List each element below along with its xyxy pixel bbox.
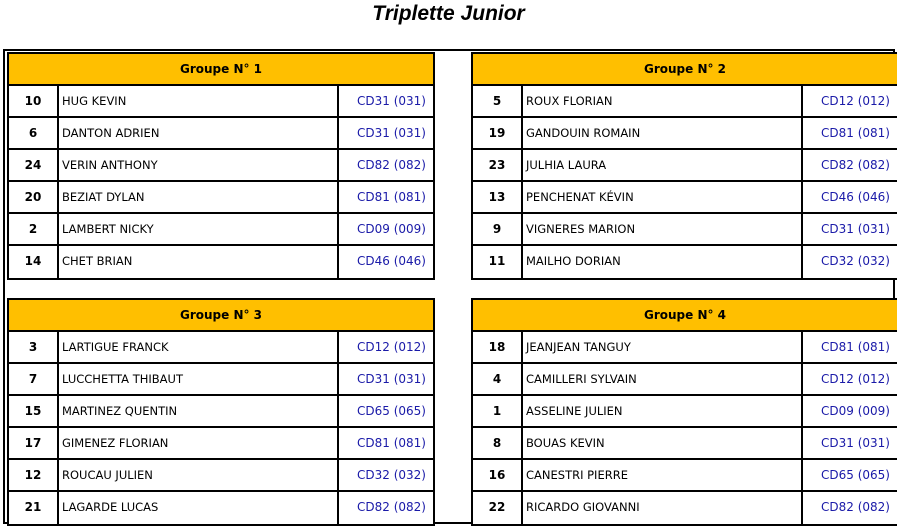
team-name: PENCHENAT KÉVIN bbox=[523, 182, 803, 212]
team-number: 1 bbox=[473, 396, 523, 426]
team-number: 24 bbox=[9, 150, 59, 180]
committee-code: CD82 (082) bbox=[357, 500, 426, 514]
team-name: BEZIAT DYLAN bbox=[59, 182, 339, 212]
team-name: GIMENEZ FLORIAN bbox=[59, 428, 339, 458]
table-row bbox=[473, 214, 897, 246]
team-name: LARTIGUE FRANCK bbox=[59, 332, 339, 362]
team-name: VERIN ANTHONY bbox=[59, 150, 339, 180]
team-number: 6 bbox=[9, 118, 59, 148]
team-name: LAGARDE LUCAS bbox=[59, 492, 339, 524]
table-row bbox=[473, 364, 897, 396]
group-header: Groupe N° 2 bbox=[473, 54, 897, 86]
committee-code: CD46 (046) bbox=[821, 190, 890, 204]
table-row bbox=[9, 332, 433, 364]
team-number: 2 bbox=[9, 214, 59, 244]
committee-code: CD31 (031) bbox=[357, 126, 426, 140]
team-name: ROUX FLORIAN bbox=[523, 86, 803, 116]
table-row bbox=[9, 460, 433, 492]
table-row bbox=[473, 246, 897, 278]
team-name: ROUCAU JULIEN bbox=[59, 460, 339, 490]
group-header: Groupe N° 1 bbox=[9, 54, 433, 86]
team-number: 16 bbox=[473, 460, 523, 490]
committee-code: CD82 (082) bbox=[821, 158, 890, 172]
group-header: Groupe N° 3 bbox=[9, 300, 433, 332]
table-row bbox=[9, 182, 433, 214]
committee-code: CD81 (081) bbox=[821, 340, 890, 354]
team-number: 14 bbox=[9, 246, 59, 278]
team-name: DANTON ADRIEN bbox=[59, 118, 339, 148]
team-number: 15 bbox=[9, 396, 59, 426]
team-number: 10 bbox=[9, 86, 59, 116]
team-name: VIGNERES MARION bbox=[523, 214, 803, 244]
committee-code: CD65 (065) bbox=[821, 468, 890, 482]
group-2 bbox=[471, 52, 897, 280]
team-name: CANESTRI PIERRE bbox=[523, 460, 803, 490]
groups-frame bbox=[3, 49, 895, 524]
table-row bbox=[9, 86, 433, 118]
table-row bbox=[473, 118, 897, 150]
team-number: 3 bbox=[9, 332, 59, 362]
team-name: MAILHO DORIAN bbox=[523, 246, 803, 278]
team-number: 17 bbox=[9, 428, 59, 458]
table-row bbox=[473, 182, 897, 214]
table-row bbox=[9, 396, 433, 428]
team-number: 4 bbox=[473, 364, 523, 394]
team-name: LAMBERT NICKY bbox=[59, 214, 339, 244]
committee-code: CD09 (009) bbox=[821, 404, 890, 418]
team-number: 21 bbox=[9, 492, 59, 524]
team-name: MARTINEZ QUENTIN bbox=[59, 396, 339, 426]
team-number: 12 bbox=[9, 460, 59, 490]
table-row bbox=[9, 428, 433, 460]
group-4 bbox=[471, 298, 897, 526]
group-1 bbox=[7, 52, 435, 280]
team-number: 20 bbox=[9, 182, 59, 212]
team-name: BOUAS KEVIN bbox=[523, 428, 803, 458]
committee-code: CD31 (031) bbox=[357, 372, 426, 386]
team-number: 23 bbox=[473, 150, 523, 180]
table-row bbox=[473, 150, 897, 182]
committee-code: CD31 (031) bbox=[357, 94, 426, 108]
team-number: 8 bbox=[473, 428, 523, 458]
committee-code: CD32 (032) bbox=[357, 468, 426, 482]
committee-code: CD81 (081) bbox=[821, 126, 890, 140]
team-number: 7 bbox=[9, 364, 59, 394]
committee-code: CD31 (031) bbox=[821, 436, 890, 450]
group-header: Groupe N° 4 bbox=[473, 300, 897, 332]
team-number: 13 bbox=[473, 182, 523, 212]
team-name: CAMILLERI SYLVAIN bbox=[523, 364, 803, 394]
table-row bbox=[473, 460, 897, 492]
committee-code: CD31 (031) bbox=[821, 222, 890, 236]
committee-code: CD09 (009) bbox=[357, 222, 426, 236]
committee-code: CD32 (032) bbox=[821, 254, 890, 268]
team-name: CHET BRIAN bbox=[59, 246, 339, 278]
team-number: 18 bbox=[473, 332, 523, 362]
committee-code: CD81 (081) bbox=[357, 190, 426, 204]
team-number: 22 bbox=[473, 492, 523, 524]
group-3 bbox=[7, 298, 435, 526]
table-row bbox=[473, 492, 897, 524]
page-title: Triplette Junior bbox=[372, 2, 525, 25]
team-name: RICARDO GIOVANNI bbox=[523, 492, 803, 524]
table-row bbox=[473, 332, 897, 364]
table-row bbox=[9, 492, 433, 524]
team-name: LUCCHETTA THIBAUT bbox=[59, 364, 339, 394]
committee-code: CD65 (065) bbox=[357, 404, 426, 418]
team-number: 19 bbox=[473, 118, 523, 148]
table-row bbox=[9, 150, 433, 182]
committee-code: CD12 (012) bbox=[357, 340, 426, 354]
committee-code: CD82 (082) bbox=[821, 500, 890, 514]
table-row bbox=[473, 86, 897, 118]
team-number: 11 bbox=[473, 246, 523, 278]
table-row bbox=[9, 364, 433, 396]
table-row bbox=[9, 214, 433, 246]
committee-code: CD12 (012) bbox=[821, 372, 890, 386]
team-number: 5 bbox=[473, 86, 523, 116]
committee-code: CD12 (012) bbox=[821, 94, 890, 108]
table-row bbox=[9, 246, 433, 278]
team-name: HUG KEVIN bbox=[59, 86, 339, 116]
team-name: GANDOUIN ROMAIN bbox=[523, 118, 803, 148]
team-name: JULHIA LAURA bbox=[523, 150, 803, 180]
team-name: ASSELINE JULIEN bbox=[523, 396, 803, 426]
table-row bbox=[473, 396, 897, 428]
team-name: JEANJEAN TANGUY bbox=[523, 332, 803, 362]
table-row bbox=[473, 428, 897, 460]
table-row bbox=[9, 118, 433, 150]
committee-code: CD46 (046) bbox=[357, 254, 426, 268]
committee-code: CD82 (082) bbox=[357, 158, 426, 172]
team-number: 9 bbox=[473, 214, 523, 244]
committee-code: CD81 (081) bbox=[357, 436, 426, 450]
